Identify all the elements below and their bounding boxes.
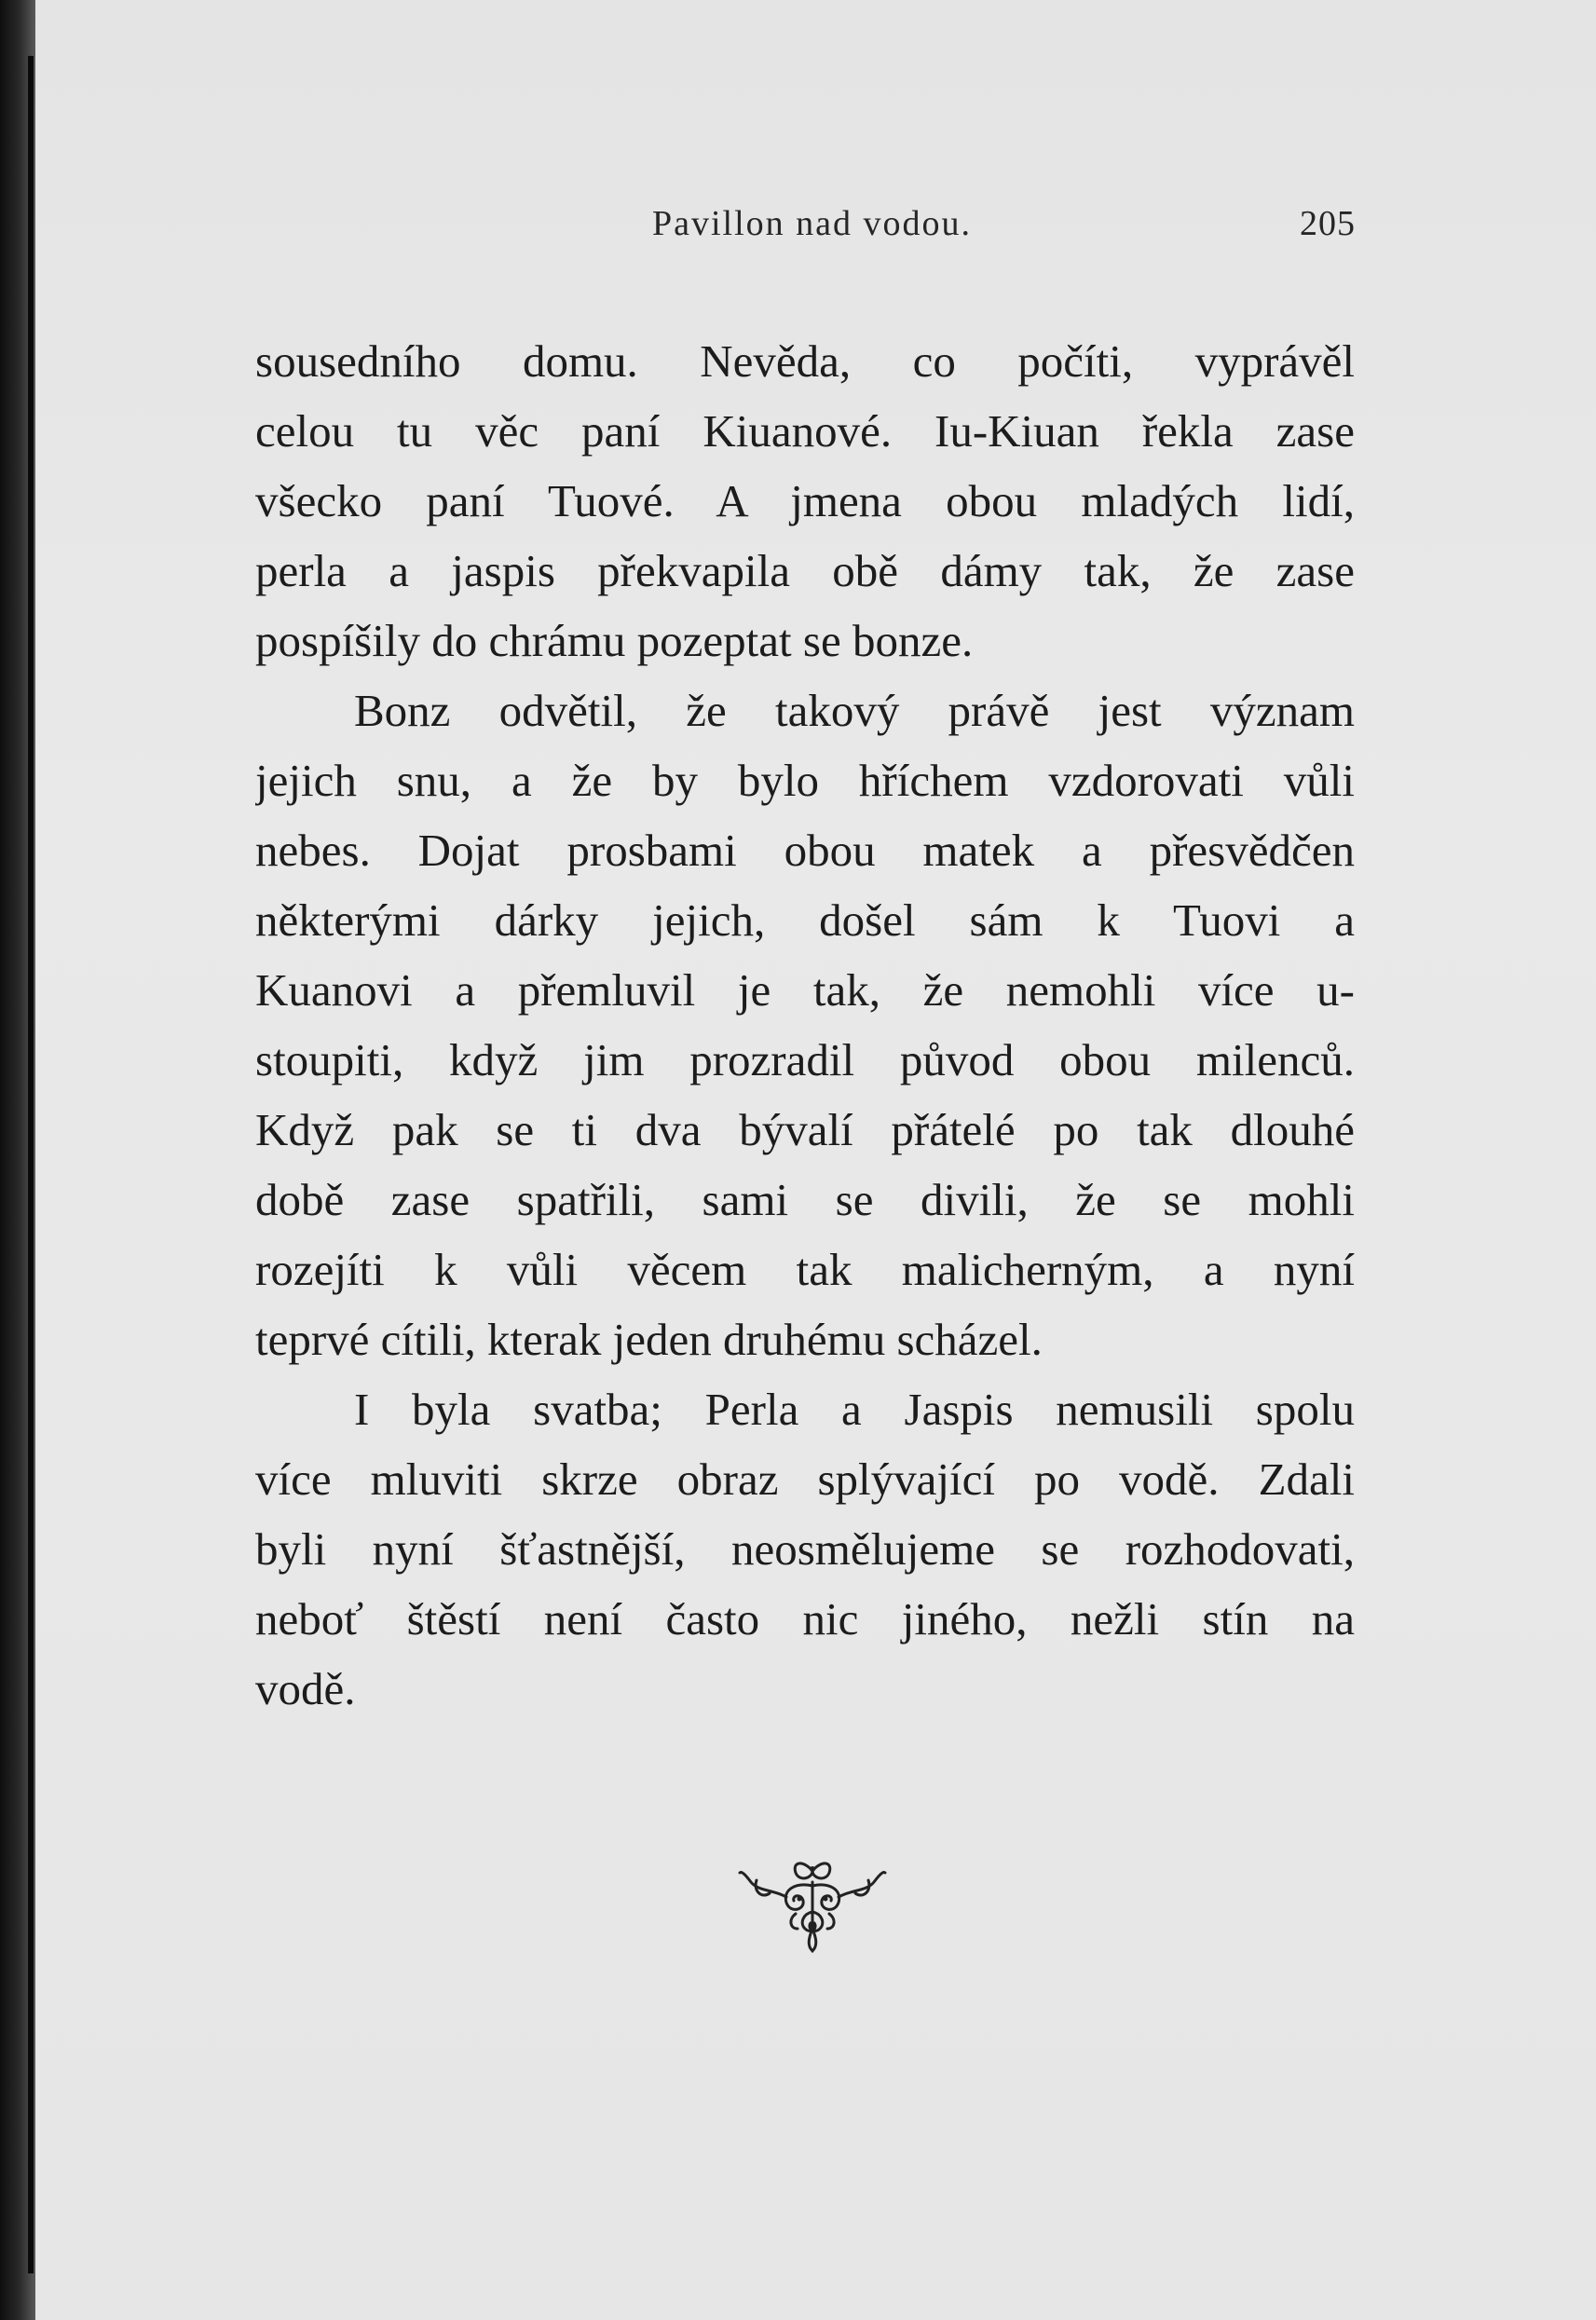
text-line: Kuanovi a přemluvil je tak, že nemohli více u-: [255, 964, 1355, 1016]
text-line: rozejíti k vůli věcem tak malicherným, a nyní: [255, 1244, 1355, 1295]
text-line: teprvé cítili, kterak jeden druhému scházel.: [255, 1314, 1043, 1365]
floral-tailpiece-icon: [738, 1854, 887, 1957]
text-line: celou tu věc paní Kiuanové. Iu-Kiuan řekla zase: [255, 405, 1355, 457]
text-line: době zase spatřili, sami se divili, že se mohli: [255, 1174, 1355, 1225]
text-line: nebes. Dojat prosbami obou matek a přesvědčen: [255, 825, 1355, 876]
text-line: více mluviti skrze obraz splývající po vodě. Zdali: [255, 1453, 1355, 1505]
text-line: jejich snu, a že by bylo hříchem vzdorovati vůli: [255, 755, 1355, 806]
text-line: byli nyní šťastnější, neosmělujeme se rozhodovati,: [255, 1523, 1355, 1575]
page-number: 205: [1300, 204, 1356, 243]
text-line: neboť štěstí není často nic jiného, nežli stín na: [255, 1593, 1355, 1644]
running-head: Pavillon nad vodou.: [652, 204, 973, 243]
text-line: stoupiti, když jim prozradil původ obou milenců.: [255, 1034, 1355, 1085]
text-line: sousedního domu. Nevěda, co počíti, vyprávěl: [255, 335, 1355, 387]
text-line: I byla svatba; Perla a Jaspis nemusili spolu: [354, 1384, 1355, 1435]
text-line: pospíšily do chrámu pozeptat se bonze.: [255, 615, 974, 666]
text-line: Bonz odvětil, že takový právě jest význam: [354, 685, 1355, 736]
text-line: některými dárky jejich, došel sám k Tuovi a: [255, 894, 1355, 946]
text-line: perla a jaspis překvapila obě dámy tak, že zase: [255, 545, 1355, 596]
text-line: vodě.: [255, 1663, 356, 1714]
spine-edge: [28, 56, 34, 2273]
text-line: všecko paní Tuové. A jmena obou mladých lidí,: [255, 475, 1355, 526]
book-spine: [0, 0, 35, 2320]
text-line: Když pak se ti dva bývalí přátelé po tak dlouhé: [255, 1104, 1355, 1155]
page-header: [35, 203, 1596, 259]
body-text: [255, 326, 1355, 1724]
